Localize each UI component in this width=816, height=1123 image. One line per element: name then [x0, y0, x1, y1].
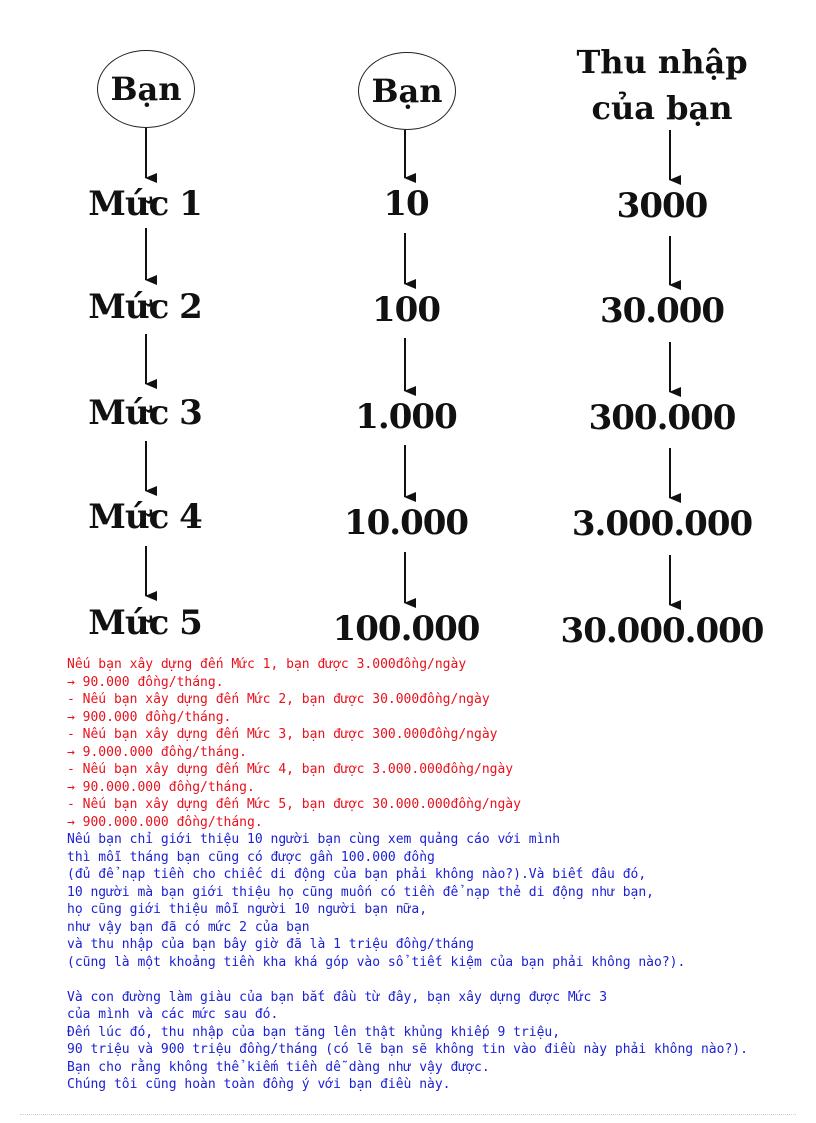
paragraph-line: Bạn cho rằng không thể kiếm tiền dễ dàng như vậy được. [67, 1059, 490, 1075]
paragraph-line: Nếu bạn chỉ giới thiệu 10 người bạn cùng xem quảng cáo với mình [67, 832, 561, 847]
income-value-3: 300.000 [588, 398, 736, 438]
paragraph-line: họ cũng giới thiệu mỗi người 10 người bạn nữa, [67, 902, 428, 917]
people-value-2: 100 [372, 290, 440, 330]
level-5-label: Mức 5 [88, 603, 202, 643]
people-value-1: 10 [383, 184, 429, 224]
level-4-label: Mức 4 [88, 497, 202, 537]
bottom-divider [20, 1114, 796, 1115]
income-header-line2: của bạn [591, 89, 733, 127]
income-value-1: 3000 [616, 186, 708, 226]
level-2-label: Mức 2 [88, 287, 202, 327]
paragraph-line: như vậy bạn đã có mức 2 của bạn [67, 919, 310, 935]
income-value-2: 30.000 [599, 291, 725, 331]
paragraph-line: (đủ để nạp tiền cho chiếc di động của bạn phải không nào?).Và biết đâu đó, [67, 867, 647, 882]
income-line: - Nếu bạn xây dựng đến Mức 5, bạn được 30.000.000đồng/ngày [67, 797, 521, 812]
income-line: - Nếu bạn xây dựng đến Mức 4, bạn được 3.000.000đồng/ngày [67, 762, 514, 777]
income-line: → 90.000.000 đồng/tháng. [67, 779, 255, 795]
income-line: - Nếu bạn xây dựng đến Mức 3, bạn được 300.000đồng/ngày [67, 727, 498, 742]
income-header-line1: Thu nhập [576, 43, 748, 81]
income-line: → 9.000.000 đồng/tháng. [67, 744, 248, 760]
people-value-4: 10.000 [343, 503, 469, 543]
paragraph-line: thì mỗi tháng bạn cũng có được gần 100.000 đồng [67, 849, 435, 865]
paragraph-line: Chúng tôi cũng hoàn toàn đồng ý với bạn điều này. [67, 1077, 451, 1092]
paragraph-line: 90 triệu và 900 triệu đồng/tháng (có lẽ bạn sẽ không tin vào điều này phải không nào?). [67, 1042, 748, 1057]
people-value-5: 100.000 [332, 609, 480, 649]
paragraph-line: Và con đường làm giàu của bạn bắt đầu từ đây, bạn xây dựng được Mức 3 [67, 989, 608, 1005]
income-value-4: 3.000.000 [571, 504, 753, 544]
level-3-label: Mức 3 [88, 393, 202, 433]
paragraph-line: của mình và các mức sau đó. [67, 1007, 279, 1022]
income-line: → 900.000.000 đồng/tháng. [67, 814, 263, 830]
income-line: → 90.000 đồng/tháng. [67, 674, 224, 690]
income-line: → 900.000 đồng/tháng. [67, 709, 232, 725]
header-label: Bạn [371, 72, 443, 110]
income-value-5: 30.000.000 [560, 611, 764, 651]
paragraph-line: và thu nhập của bạn bây giờ đã là 1 triệu đồng/tháng [67, 937, 474, 952]
income-line: Nếu bạn xây dựng đến Mức 1, bạn được 3.000đồng/ngày [67, 657, 467, 672]
header-label: Bạn [110, 70, 182, 108]
people-value-3: 1.000 [355, 397, 457, 437]
explanation-text [67, 656, 807, 1094]
paragraph-line: Đến lúc đó, thu nhập của bạn tăng lên thật khủng khiếp 9 triệu, [67, 1024, 561, 1040]
paragraph-line: 10 người mà bạn giới thiệu họ cũng muốn có tiền để nạp thẻ di động như bạn, [67, 884, 654, 900]
level-1-label: Mức 1 [88, 184, 202, 224]
paragraph-line [67, 971, 807, 989]
paragraph-line: (cũng là một khoảng tiền kha khá góp vào sổ tiết kiệm của bạn phải không nào?). [67, 954, 686, 970]
income-line: - Nếu bạn xây dựng đến Mức 2, bạn được 30.000đồng/ngày [67, 692, 490, 707]
